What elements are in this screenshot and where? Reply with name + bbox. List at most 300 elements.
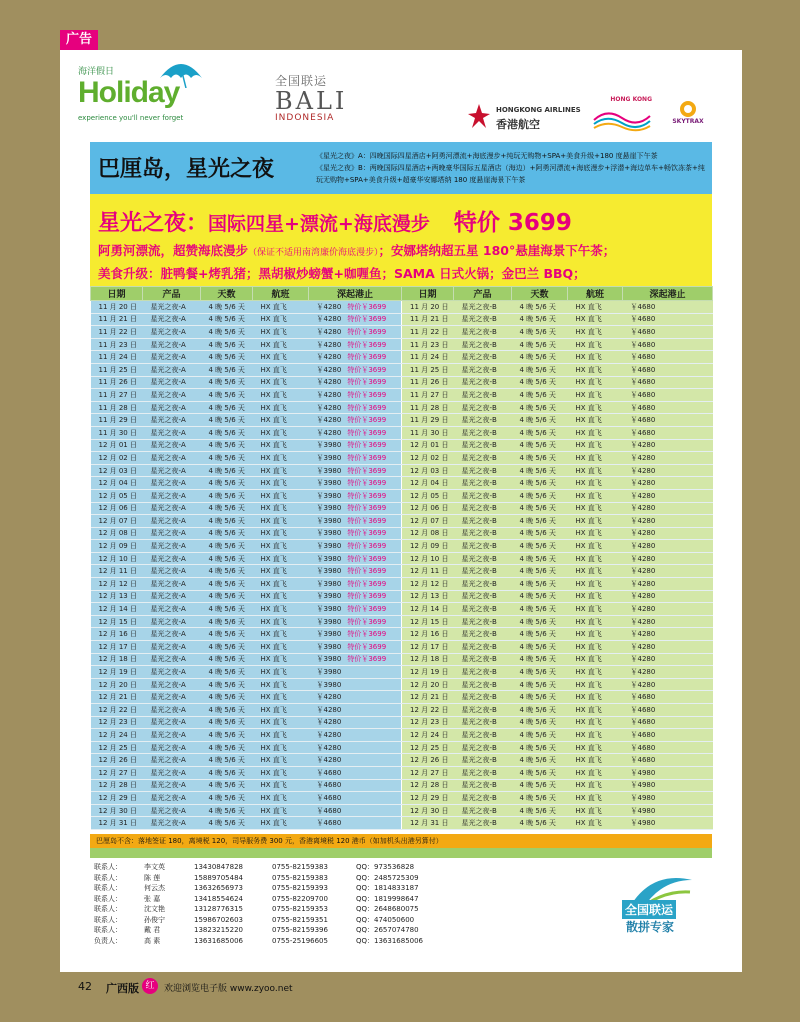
cell-product-left <box>143 515 201 528</box>
cell-product-right-text: 星光之夜-B <box>461 327 497 336</box>
cell-days-right-text: 4 晚 5/6 天 <box>519 466 556 475</box>
cell-flight-right-text: HX 直飞 <box>575 730 602 739</box>
bali-logo <box>275 72 415 132</box>
table-row <box>91 792 713 805</box>
cell-days-left-text: 4 晚 5/6 天 <box>208 353 245 362</box>
cell-date-right-text: 11 月 20 日 <box>410 302 449 311</box>
cell-flight-left-text: HX 直飞 <box>260 806 287 815</box>
cell-product-right <box>454 363 512 376</box>
cell-product-left <box>143 766 201 779</box>
cell-date-right <box>402 426 454 439</box>
airline-name-cn: 香港航空 <box>496 118 540 131</box>
cell-days-right-text: 4 晚 5/6 天 <box>519 630 556 639</box>
cell-price-left-text: ￥4280 <box>316 365 342 374</box>
cell-date-right <box>402 414 454 427</box>
contact-qq: QQ：2485725309 <box>356 873 419 882</box>
cell-product-left-text: 星光之夜-A <box>150 504 186 513</box>
cell-days-left-text: 4 晚 5/6 天 <box>208 668 245 677</box>
cell-flight-left <box>253 578 309 591</box>
cell-date-right <box>402 477 454 490</box>
table-row <box>91 527 713 540</box>
contact-row <box>94 862 514 873</box>
cell-price-right <box>623 792 713 805</box>
cell-product-right <box>454 515 512 528</box>
table-row <box>91 578 713 591</box>
contact-row <box>94 894 514 905</box>
cell-flight-right-text: HX 直飞 <box>575 768 602 777</box>
cell-product-left-text: 星光之夜-A <box>150 441 186 450</box>
cell-product-left-text: 星光之夜-A <box>150 491 186 500</box>
cell-price-left-text: ￥3980 <box>316 655 342 664</box>
cell-days-right-text: 4 晚 5/6 天 <box>519 504 556 513</box>
special-price: 特价￥3699 <box>347 642 387 651</box>
excluded-fees-note: 巴厘岛不含：落地签证 180，离境税 120，司导服务费 300 元，香港离境税 120 港币（如加机头出港另算付） <box>90 834 712 848</box>
cell-days-right <box>512 363 568 376</box>
cell-flight-right-text: HX 直飞 <box>575 453 602 462</box>
cell-date-left <box>91 389 143 402</box>
cell-date-left <box>91 678 143 691</box>
cell-flight-right <box>568 641 623 654</box>
cell-flight-left <box>253 754 309 767</box>
cell-date-right <box>402 741 454 754</box>
cell-product-right-text: 星光之夜-B <box>461 554 497 563</box>
cell-date-left-text: 12 月 28 日 <box>98 781 137 790</box>
ad-page <box>60 50 742 972</box>
cell-product-left-text: 星光之夜-A <box>150 756 186 765</box>
cell-flight-right <box>568 691 623 704</box>
package-a-desc: 《星光之夜》A：四晚国际四星酒店+阿勇河漂流+海底漫步+纯玩无购物+SPA+美食升级+180 度悬崖下午茶 <box>316 152 658 160</box>
cell-flight-left <box>253 729 309 742</box>
cell-flight-right-text: HX 直飞 <box>575 542 602 551</box>
cell-flight-right <box>568 452 623 465</box>
special-price: 特价￥3699 <box>347 592 387 601</box>
cell-days-right-text: 4 晚 5/6 天 <box>519 743 556 752</box>
cell-date-right-text: 12 月 15 日 <box>410 617 449 626</box>
cell-flight-right-text: HX 直飞 <box>575 516 602 525</box>
holiday-logo <box>78 64 228 134</box>
table-row <box>91 502 713 515</box>
cell-days-left-text: 4 晚 5/6 天 <box>208 479 245 488</box>
cell-date-left <box>91 363 143 376</box>
cell-product-right <box>454 313 512 326</box>
cell-date-left <box>91 552 143 565</box>
cell-price-left <box>309 552 402 565</box>
cell-product-right <box>454 817 512 830</box>
cell-date-right-text: 12 月 07 日 <box>410 516 449 525</box>
cell-days-left-text: 4 晚 5/6 天 <box>208 592 245 601</box>
cell-product-right-text: 星光之夜-B <box>461 793 497 802</box>
cell-flight-right <box>568 540 623 553</box>
cell-date-left <box>91 502 143 515</box>
cell-days-right <box>512 326 568 339</box>
cell-price-left-text: ￥3980 <box>316 567 342 576</box>
cell-product-right-text: 星光之夜-B <box>461 516 497 525</box>
cell-date-right <box>402 628 454 641</box>
cell-date-right <box>402 540 454 553</box>
cell-product-right <box>454 603 512 616</box>
cell-date-left <box>91 527 143 540</box>
cell-price-left <box>309 817 402 830</box>
price-table <box>90 286 713 830</box>
cell-product-right-text: 星光之夜-B <box>461 592 497 601</box>
cell-price-left-text: ￥4280 <box>316 756 342 765</box>
table-row <box>91 401 713 414</box>
cell-flight-left-text: HX 直飞 <box>260 403 287 412</box>
cell-flight-right-text: HX 直飞 <box>575 466 602 475</box>
header-product-left: 产品 <box>143 287 201 301</box>
cell-price-left <box>309 502 402 515</box>
cell-product-left-text: 星光之夜-A <box>150 705 186 714</box>
cell-date-left <box>91 766 143 779</box>
cell-date-left-text: 12 月 12 日 <box>98 579 137 588</box>
cell-price-left <box>309 754 402 767</box>
cell-product-left <box>143 502 201 515</box>
cell-price-right-text: ￥4980 <box>630 819 656 828</box>
cell-days-left-text: 4 晚 5/6 天 <box>208 680 245 689</box>
cell-date-right-text: 12 月 09 日 <box>410 542 449 551</box>
cell-days-right-text: 4 晚 5/6 天 <box>519 416 556 425</box>
cell-flight-right <box>568 804 623 817</box>
cell-product-left-text: 星光之夜-A <box>150 693 186 702</box>
package-b-desc: 《星光之夜》B：两晚国际四星酒店+两晚豪华国际五星酒店（海边）+阿勇河漂流+海底漫步+浮潜+海边单车+畅饮冻茶+纯玩无购物+SPA+美食升级+超豪华安娜塔纳 180 度悬崖海景下午茶 <box>316 164 705 184</box>
cell-price-right <box>623 540 713 553</box>
table-row <box>91 489 713 502</box>
cell-price-right-text: ￥4280 <box>630 668 656 677</box>
cell-date-left <box>91 741 143 754</box>
cell-days-right <box>512 552 568 565</box>
cell-product-right-text: 星光之夜-B <box>461 579 497 588</box>
cell-days-left-text: 4 晚 5/6 天 <box>208 340 245 349</box>
cell-days-right-text: 4 晚 5/6 天 <box>519 453 556 462</box>
cell-date-left <box>91 452 143 465</box>
cell-days-right-text: 4 晚 5/6 天 <box>519 315 556 324</box>
cell-days-right-text: 4 晚 5/6 天 <box>519 302 556 311</box>
table-row <box>91 351 713 364</box>
cell-days-left-text: 4 晚 5/6 天 <box>208 617 245 626</box>
cell-flight-right <box>568 678 623 691</box>
cell-days-left <box>201 515 253 528</box>
cell-price-left-text: ￥4680 <box>316 768 342 777</box>
cell-product-left-text: 星光之夜-A <box>150 554 186 563</box>
banner-title: 巴厘岛，星光之夜 <box>98 157 275 182</box>
cell-product-left <box>143 351 201 364</box>
cell-product-right-text: 星光之夜-B <box>461 353 497 362</box>
contact-tel: 0755-82159383 <box>272 863 328 871</box>
contact-name: 孙俊宁 <box>144 915 165 924</box>
cell-price-right <box>623 489 713 502</box>
cell-date-left-text: 12 月 14 日 <box>98 605 137 614</box>
contact-tel: 0755-82159353 <box>272 905 328 913</box>
cell-date-right <box>402 489 454 502</box>
cell-days-right-text: 4 晚 5/6 天 <box>519 567 556 576</box>
contact-row <box>94 904 514 915</box>
cell-product-right-text: 星光之夜-B <box>461 453 497 462</box>
contact-label: 联系人： <box>94 873 122 882</box>
cell-flight-right <box>568 313 623 326</box>
cell-days-right-text: 4 晚 5/6 天 <box>519 579 556 588</box>
cell-flight-right-text: HX 直飞 <box>575 592 602 601</box>
cell-price-left-text: ￥3980 <box>316 542 342 551</box>
cell-date-right <box>402 590 454 603</box>
cell-days-left <box>201 552 253 565</box>
cell-date-left-text: 12 月 20 日 <box>98 680 137 689</box>
cell-days-right-text: 4 晚 5/6 天 <box>519 403 556 412</box>
cell-date-left-text: 12 月 18 日 <box>98 655 137 664</box>
cell-price-right <box>623 628 713 641</box>
cell-price-left-text: ￥3980 <box>316 491 342 500</box>
cell-date-right <box>402 729 454 742</box>
cell-flight-right-text: HX 直飞 <box>575 630 602 639</box>
cell-flight-right-text: HX 直飞 <box>575 693 602 702</box>
special-price: 特价￥3699 <box>347 441 387 450</box>
cell-flight-right <box>568 502 623 515</box>
contact-tel: 0755-82159351 <box>272 915 328 924</box>
cell-price-right-text: ￥4680 <box>630 743 656 752</box>
cell-flight-left <box>253 540 309 553</box>
cell-product-right-text: 星光之夜-B <box>461 479 497 488</box>
cell-date-right <box>402 691 454 704</box>
cell-days-right-text: 4 晚 5/6 天 <box>519 542 556 551</box>
cell-days-left <box>201 527 253 540</box>
cell-date-left <box>91 779 143 792</box>
cell-days-left-text: 4 晚 5/6 天 <box>208 705 245 714</box>
cell-product-left-text: 星光之夜-A <box>150 403 186 412</box>
cell-date-right-text: 12 月 31 日 <box>410 819 449 828</box>
cell-price-left <box>309 338 402 351</box>
cell-days-left <box>201 363 253 376</box>
cell-flight-left <box>253 779 309 792</box>
cell-days-right <box>512 678 568 691</box>
cell-days-left-text: 4 晚 5/6 天 <box>208 516 245 525</box>
cell-days-right-text: 4 晚 5/6 天 <box>519 668 556 677</box>
cell-days-left-text: 4 晚 5/6 天 <box>208 819 245 828</box>
cell-product-right-text: 星光之夜-B <box>461 441 497 450</box>
special-price: 特价￥3699 <box>347 542 387 551</box>
header-price-left: 深起港止 <box>309 287 402 301</box>
cell-price-left-text: ￥3980 <box>316 441 342 450</box>
cell-days-left <box>201 301 253 314</box>
cell-product-left <box>143 615 201 628</box>
cell-product-right-text: 星光之夜-B <box>461 605 497 614</box>
cell-price-left-text: ￥3980 <box>316 592 342 601</box>
cell-product-right <box>454 741 512 754</box>
cell-price-right-text: ￥4280 <box>630 579 656 588</box>
cell-date-left <box>91 515 143 528</box>
cell-days-left-text: 4 晚 5/6 天 <box>208 416 245 425</box>
cell-price-right <box>623 313 713 326</box>
promo-line-2: 美食升级：脏鸭餐+烤乳猪；黑胡椒炒螃蟹+咖喱鱼；SAMA 日式火锅；金巴兰 BBQ； <box>98 266 586 281</box>
cell-date-right <box>402 754 454 767</box>
cell-days-left-text: 4 晚 5/6 天 <box>208 542 245 551</box>
cell-flight-left <box>253 704 309 717</box>
cell-product-right <box>454 439 512 452</box>
cell-product-left <box>143 704 201 717</box>
cell-price-left-text: ￥4280 <box>316 693 342 702</box>
contact-label: 联系人： <box>94 894 122 903</box>
cell-days-left-text: 4 晚 5/6 天 <box>208 390 245 399</box>
cell-date-right-text: 12 月 05 日 <box>410 491 449 500</box>
contact-mobile: 13430847828 <box>194 863 243 871</box>
contact-tel: 0755-82209700 <box>272 894 328 903</box>
cell-flight-right-text: HX 直飞 <box>575 806 602 815</box>
cell-date-left-text: 11 月 22 日 <box>98 327 137 336</box>
site-slogan: 欢迎浏览电子版 www.zyoo.net <box>164 984 293 994</box>
title-banner <box>90 142 712 194</box>
cell-date-right-text: 12 月 29 日 <box>410 793 449 802</box>
cell-price-right <box>623 502 713 515</box>
cell-days-left <box>201 641 253 654</box>
cell-days-right-text: 4 晚 5/6 天 <box>519 554 556 563</box>
cell-days-right-text: 4 晚 5/6 天 <box>519 441 556 450</box>
cell-product-right-text: 星光之夜-B <box>461 315 497 324</box>
cell-days-right-text: 4 晚 5/6 天 <box>519 680 556 689</box>
cell-flight-right-text: HX 直飞 <box>575 655 602 664</box>
cell-price-left-text: ￥4680 <box>316 806 342 815</box>
special-price: 特价￥3699 <box>347 390 387 399</box>
cell-date-right-text: 12 月 25 日 <box>410 743 449 752</box>
cell-days-right-text: 4 晚 5/6 天 <box>519 806 556 815</box>
cell-product-right <box>454 464 512 477</box>
cell-product-left-text: 星光之夜-A <box>150 781 186 790</box>
cell-price-left <box>309 376 402 389</box>
cell-flight-left-text: HX 直飞 <box>260 302 287 311</box>
cell-date-right <box>402 464 454 477</box>
cell-flight-left-text: HX 直飞 <box>260 768 287 777</box>
cell-date-left <box>91 603 143 616</box>
cell-price-left-text: ￥4280 <box>316 718 342 727</box>
cell-product-left <box>143 628 201 641</box>
cell-flight-right <box>568 363 623 376</box>
cell-days-right <box>512 766 568 779</box>
cell-date-right-text: 12 月 21 日 <box>410 693 449 702</box>
special-price: 特价￥3699 <box>347 353 387 362</box>
cell-date-left <box>91 540 143 553</box>
cell-price-right-text: ￥4280 <box>630 466 656 475</box>
cell-date-right <box>402 502 454 515</box>
skytrax-text: SKYTRAX <box>672 118 704 125</box>
cell-flight-right-text: HX 直飞 <box>575 642 602 651</box>
cell-flight-right <box>568 666 623 679</box>
cell-price-left <box>309 326 402 339</box>
cell-price-left <box>309 792 402 805</box>
table-row <box>91 804 713 817</box>
table-row <box>91 439 713 452</box>
contact-name: 李文英 <box>144 863 165 871</box>
cell-price-right-text: ￥4280 <box>630 680 656 689</box>
cell-flight-right-text: HX 直飞 <box>575 529 602 538</box>
cell-days-left-text: 4 晚 5/6 天 <box>208 567 245 576</box>
cell-date-left <box>91 691 143 704</box>
cell-days-left-text: 4 晚 5/6 天 <box>208 781 245 790</box>
cell-price-right <box>623 653 713 666</box>
header-price-right: 深起港止 <box>623 287 713 301</box>
cell-date-left <box>91 464 143 477</box>
cell-flight-right-text: HX 直飞 <box>575 390 602 399</box>
cell-product-right-text: 星光之夜-B <box>461 806 497 815</box>
cell-price-right-text: ￥4280 <box>630 453 656 462</box>
cell-date-left <box>91 313 143 326</box>
cell-price-left <box>309 389 402 402</box>
header-product-right: 产品 <box>454 287 512 301</box>
cell-days-right <box>512 376 568 389</box>
cell-price-left-text: ￥3980 <box>316 605 342 614</box>
cell-date-left-text: 11 月 25 日 <box>98 365 137 374</box>
cell-days-right <box>512 351 568 364</box>
cell-product-left-text: 星光之夜-A <box>150 617 186 626</box>
cell-days-right <box>512 401 568 414</box>
cell-price-left <box>309 477 402 490</box>
cell-price-right <box>623 389 713 402</box>
cell-price-right <box>623 338 713 351</box>
cell-flight-right-text: HX 直飞 <box>575 567 602 576</box>
cell-flight-left <box>253 716 309 729</box>
cell-product-right <box>454 704 512 717</box>
cell-flight-left <box>253 666 309 679</box>
cell-product-left-text: 星光之夜-A <box>150 353 186 362</box>
cell-date-left-text: 11 月 29 日 <box>98 416 137 425</box>
cell-days-right <box>512 704 568 717</box>
cell-date-right <box>402 641 454 654</box>
promo-line-1-b: ；安娜塔纳超五星 180°悬崖海景下午茶； <box>378 243 616 258</box>
cell-price-left <box>309 527 402 540</box>
cell-price-left-text: ￥3980 <box>316 479 342 488</box>
cell-flight-right <box>568 389 623 402</box>
table-row <box>91 817 713 830</box>
cell-days-right <box>512 779 568 792</box>
cell-days-left <box>201 666 253 679</box>
cell-days-right <box>512 527 568 540</box>
cell-date-right-text: 11 月 24 日 <box>410 353 449 362</box>
header-days-left: 天数 <box>201 287 253 301</box>
contact-qq: QQ：2648680075 <box>356 905 419 913</box>
cell-flight-left-text: HX 直飞 <box>260 579 287 588</box>
cell-date-left <box>91 489 143 502</box>
cell-days-left-text: 4 晚 5/6 天 <box>208 806 245 815</box>
special-price: 特价￥3699 <box>347 516 387 525</box>
cell-price-left <box>309 628 402 641</box>
contact-mobile: 13632656973 <box>194 884 243 892</box>
cell-date-left-text: 11 月 23 日 <box>98 340 137 349</box>
special-price: 特价￥3699 <box>347 466 387 475</box>
cell-days-left <box>201 779 253 792</box>
table-row <box>91 754 713 767</box>
cell-price-left <box>309 666 402 679</box>
cell-flight-right-text: HX 直飞 <box>575 327 602 336</box>
cell-product-right <box>454 489 512 502</box>
cell-date-right-text: 12 月 14 日 <box>410 605 449 614</box>
cell-flight-right-text: HX 直飞 <box>575 315 602 324</box>
cell-flight-left <box>253 804 309 817</box>
holiday-logo-name: Holiday <box>78 76 180 109</box>
cell-product-right-text: 星光之夜-B <box>461 567 497 576</box>
cell-days-right <box>512 590 568 603</box>
cell-days-left-text: 4 晚 5/6 天 <box>208 428 245 437</box>
cell-flight-right <box>568 741 623 754</box>
cell-price-right <box>623 615 713 628</box>
cell-price-left <box>309 363 402 376</box>
cell-days-right-text: 4 晚 5/6 天 <box>519 491 556 500</box>
cell-product-left-text: 星光之夜-A <box>150 378 186 387</box>
cell-product-left-text: 星光之夜-A <box>150 655 186 664</box>
cell-flight-left <box>253 363 309 376</box>
page-footer <box>60 978 742 996</box>
contact-qq: QQ：973536828 <box>356 863 415 871</box>
cell-date-left-text: 12 月 15 日 <box>98 617 137 626</box>
cell-price-right <box>623 754 713 767</box>
contact-name: 沈文艳 <box>144 905 165 913</box>
cell-date-left-text: 11 月 26 日 <box>98 378 137 387</box>
cell-product-left-text: 星光之夜-A <box>150 529 186 538</box>
